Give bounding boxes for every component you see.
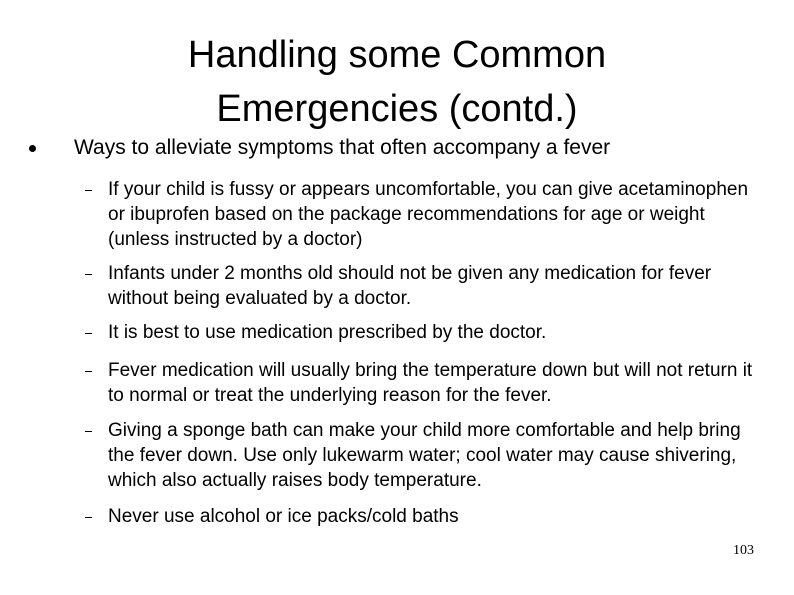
main-bullet-text: Ways to alleviate symptoms that often accompany a fever	[74, 136, 611, 159]
sub-bullet-text: Infants under 2 months old should not be given any medication for fever without being evaluated by a doctor.	[108, 263, 712, 309]
sub-bullet-text: Never use alcohol or ice packs/cold baths	[108, 506, 459, 527]
dash-bullet-icon	[85, 431, 92, 432]
slide-title-line-1: Handling some Common	[187, 34, 607, 76]
bullet-dot-icon	[29, 145, 36, 152]
sub-bullet-text: It is best to use medication prescribed by the doctor.	[108, 322, 547, 343]
sub-bullet-text: Giving a sponge bath can make your child more comfortable and help bring the fever down. Use only lukewarm water; cool water may cause shivering, which also actually raises body temperature.	[108, 420, 741, 491]
sub-bullet-text: If your child is fussy or appears uncomfortable, you can give acetaminophen or ibuprofen based on the package recommendations for age or weight (unless instructed by a doctor)	[108, 179, 749, 250]
dash-bullet-icon	[85, 333, 92, 334]
sub-bullet-text: Fever medication will usually bring the temperature down but will not return it to normal or treat the underlying reason for the fever.	[108, 360, 753, 406]
slide-title	[0, 28, 794, 136]
dash-bullet-icon	[85, 371, 92, 372]
page-number: 103	[733, 543, 754, 558]
dash-bullet-icon	[85, 190, 92, 191]
dash-bullet-icon	[85, 274, 92, 275]
dash-bullet-icon	[85, 517, 92, 518]
slide-title-line-2: Emergencies (contd.)	[216, 88, 578, 130]
